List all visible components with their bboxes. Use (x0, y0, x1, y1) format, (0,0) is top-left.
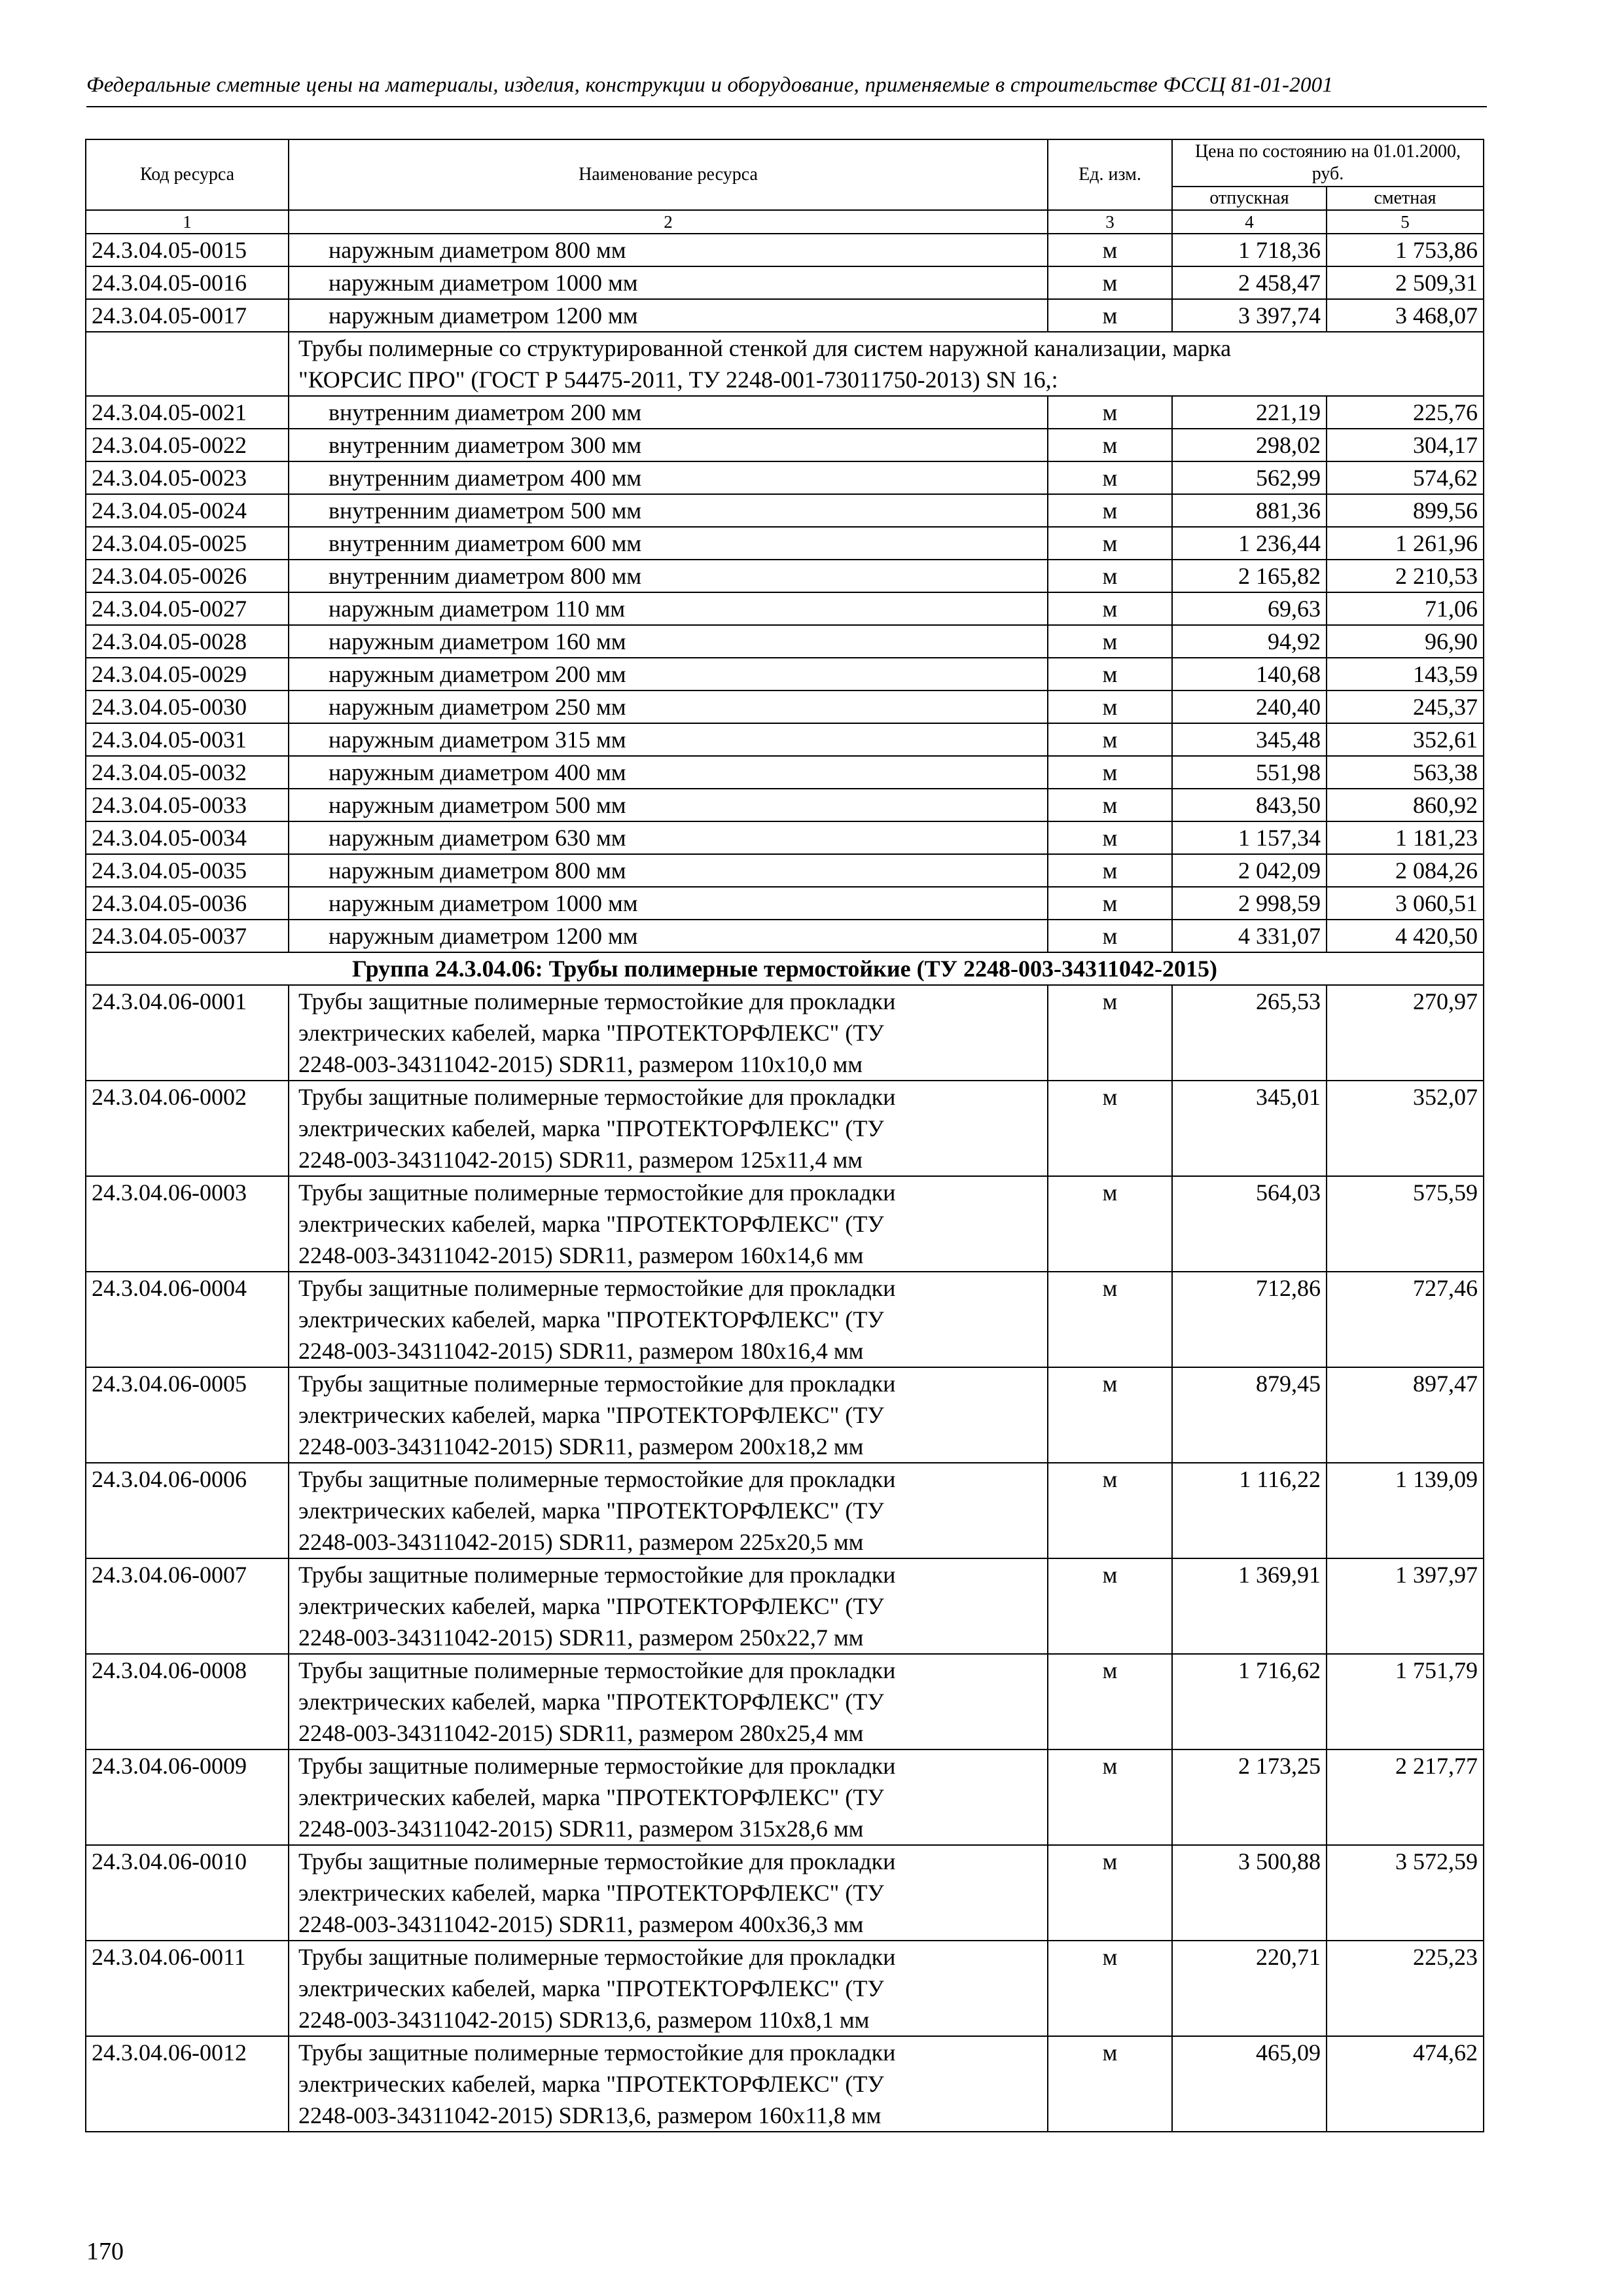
table-row (86, 723, 1484, 756)
table-row (86, 461, 1484, 494)
unit-cell: м (1048, 2036, 1172, 2132)
unit-cell: м (1048, 920, 1172, 952)
column-number: 3 (1048, 210, 1172, 234)
resource-name-line: электрических кабелей, марка "ПРОТЕКТОРФЛЕКС" (ТУ (298, 1593, 884, 1619)
resource-name-line: электрических кабелей, марка "ПРОТЕКТОРФЛЕКС" (ТУ (298, 1402, 884, 1428)
estimate-price: 474,62 (1327, 2036, 1484, 2132)
release-price: 1 236,44 (1172, 527, 1327, 560)
release-price: 298,02 (1172, 429, 1327, 461)
estimate-price: 352,61 (1327, 723, 1484, 756)
table-row (86, 625, 1484, 658)
resource-name-line: электрических кабелей, марка "ПРОТЕКТОРФЛЕКС" (ТУ (298, 1115, 884, 1141)
estimate-price: 563,38 (1327, 756, 1484, 789)
resource-code: 24.3.04.06-0009 (86, 1749, 289, 1845)
resource-code: 24.3.04.06-0010 (86, 1845, 289, 1941)
resource-code: 24.3.04.05-0021 (86, 396, 289, 429)
release-price: 240,40 (1172, 691, 1327, 723)
unit-cell: м (1048, 266, 1172, 299)
resource-name: наружным диаметром 1200 мм (289, 299, 1048, 332)
resource-code: 24.3.04.06-0004 (86, 1272, 289, 1367)
resource-name (289, 1845, 1048, 1941)
resource-code: 24.3.04.05-0017 (86, 299, 289, 332)
unit-cell: м (1048, 756, 1172, 789)
resource-name-line: Трубы защитные полимерные термостойкие для прокладки (298, 1084, 896, 1110)
resource-name (289, 1749, 1048, 1845)
unit-cell: м (1048, 854, 1172, 887)
table-row (86, 756, 1484, 789)
resource-code: 24.3.04.05-0034 (86, 821, 289, 854)
resource-code: 24.3.04.06-0002 (86, 1081, 289, 1176)
resource-name-line: 2248-003-34311042-2015) SDR11, размером 125х11,4 мм (298, 1147, 863, 1173)
release-price: 881,36 (1172, 494, 1327, 527)
table-header (86, 139, 1484, 234)
group-title: Группа 24.3.04.06: Трубы полимерные термостойкие (ТУ 2248-003-34311042-2015) (86, 952, 1484, 985)
header-name: Наименование ресурса (289, 139, 1048, 210)
table-row (86, 854, 1484, 887)
resource-name-line: 2248-003-34311042-2015) SDR11, размером 400х36,3 мм (298, 1911, 864, 1937)
estimate-price: 4 420,50 (1327, 920, 1484, 952)
release-price: 712,86 (1172, 1272, 1327, 1367)
unit-cell: м (1048, 887, 1172, 920)
estimate-price: 3 572,59 (1327, 1845, 1484, 1941)
resource-name: наружным диаметром 1000 мм (289, 266, 1048, 299)
unit-cell: м (1048, 691, 1172, 723)
table-row (86, 658, 1484, 691)
column-number: 2 (289, 210, 1048, 234)
release-price: 551,98 (1172, 756, 1327, 789)
table-row (86, 1272, 1484, 1367)
resource-name-line: 2248-003-34311042-2015) SDR11, размером 180х16,4 мм (298, 1338, 864, 1364)
table-row (86, 1749, 1484, 1845)
table-row (86, 234, 1484, 266)
section-line-1: Трубы полимерные со структурированной стенкой для систем наружной канализации, марка (298, 335, 1232, 361)
table-row (86, 560, 1484, 592)
estimate-price: 897,47 (1327, 1367, 1484, 1463)
resource-name-line: 2248-003-34311042-2015) SDR11, размером 160х14,6 мм (298, 1242, 864, 1268)
resource-code: 24.3.04.05-0037 (86, 920, 289, 952)
release-price: 345,48 (1172, 723, 1327, 756)
resource-code: 24.3.04.06-0006 (86, 1463, 289, 1558)
table-row (86, 1176, 1484, 1272)
estimate-price: 96,90 (1327, 625, 1484, 658)
resource-name (289, 1081, 1048, 1176)
resource-name-line: электрических кабелей, марка "ПРОТЕКТОРФЛЕКС" (ТУ (298, 1880, 884, 1906)
resource-code: 24.3.04.06-0011 (86, 1941, 289, 2036)
estimate-price: 1 139,09 (1327, 1463, 1484, 1558)
resource-name (289, 1654, 1048, 1749)
resource-name: наружным диаметром 800 мм (289, 234, 1048, 266)
estimate-price: 1 751,79 (1327, 1654, 1484, 1749)
unit-cell: м (1048, 299, 1172, 332)
table-row (86, 527, 1484, 560)
resource-name-line: Трубы защитные полимерные термостойкие для прокладки (298, 1275, 896, 1301)
release-price: 1 716,62 (1172, 1654, 1327, 1749)
resource-name-line: Трубы защитные полимерные термостойкие для прокладки (298, 1179, 896, 1206)
estimate-price: 245,37 (1327, 691, 1484, 723)
unit-cell: м (1048, 1749, 1172, 1845)
resource-code: 24.3.04.06-0012 (86, 2036, 289, 2132)
unit-cell: м (1048, 821, 1172, 854)
release-price: 2 042,09 (1172, 854, 1327, 887)
price-table (85, 139, 1484, 2132)
release-price: 2 998,59 (1172, 887, 1327, 920)
estimate-price: 3 468,07 (1327, 299, 1484, 332)
estimate-price: 2 210,53 (1327, 560, 1484, 592)
unit-cell: м (1048, 723, 1172, 756)
header-estimate: сметная (1327, 187, 1484, 210)
table-row (86, 1367, 1484, 1463)
resource-name: наружным диаметром 110 мм (289, 592, 1048, 625)
page-number: 170 (86, 2238, 124, 2265)
estimate-price: 225,76 (1327, 396, 1484, 429)
resource-name: наружным диаметром 400 мм (289, 756, 1048, 789)
release-price: 465,09 (1172, 2036, 1327, 2132)
unit-cell: м (1048, 658, 1172, 691)
table-row (86, 691, 1484, 723)
resource-name-line: Трубы защитные полимерные термостойкие для прокладки (298, 1657, 896, 1683)
release-price: 220,71 (1172, 1941, 1327, 2036)
table-row (86, 985, 1484, 1081)
release-price: 221,19 (1172, 396, 1327, 429)
estimate-price: 143,59 (1327, 658, 1484, 691)
resource-code: 24.3.04.05-0030 (86, 691, 289, 723)
resource-name (289, 985, 1048, 1081)
resource-name-line: Трубы защитные полимерные термостойкие для прокладки (298, 1371, 896, 1397)
estimate-price: 1 181,23 (1327, 821, 1484, 854)
rows-mid (86, 396, 1484, 952)
resource-code: 24.3.04.05-0027 (86, 592, 289, 625)
unit-cell: м (1048, 1463, 1172, 1558)
release-price: 843,50 (1172, 789, 1327, 821)
resource-code: 24.3.04.05-0023 (86, 461, 289, 494)
resource-name-line: Трубы защитные полимерные термостойкие для прокладки (298, 1466, 896, 1492)
resource-name: наружным диаметром 800 мм (289, 854, 1048, 887)
release-price: 4 331,07 (1172, 920, 1327, 952)
resource-name-line: электрических кабелей, марка "ПРОТЕКТОРФЛЕКС" (ТУ (298, 1784, 884, 1810)
resource-code: 24.3.04.06-0003 (86, 1176, 289, 1272)
table-row (86, 1654, 1484, 1749)
running-header: Федеральные сметные цены на материалы, изделия, конструкции и оборудование, применяемые в строительстве ФССЦ 81-01-2001 (86, 73, 1334, 97)
table-row (86, 299, 1484, 332)
resource-code: 24.3.04.05-0016 (86, 266, 289, 299)
resource-name-line: 2248-003-34311042-2015) SDR11, размером 200х18,2 мм (298, 1433, 864, 1460)
resource-name: наружным диаметром 1000 мм (289, 887, 1048, 920)
unit-cell: м (1048, 592, 1172, 625)
resource-name-line: 2248-003-34311042-2015) SDR11, размером 225х20,5 мм (298, 1529, 864, 1555)
column-number: 1 (86, 210, 289, 234)
table-row (86, 2036, 1484, 2132)
estimate-price: 1 261,96 (1327, 527, 1484, 560)
resource-name: наружным диаметром 1200 мм (289, 920, 1048, 952)
column-number: 5 (1327, 210, 1484, 234)
resource-name (289, 1463, 1048, 1558)
resource-code: 24.3.04.05-0028 (86, 625, 289, 658)
estimate-price: 2 509,31 (1327, 266, 1484, 299)
resource-name (289, 1941, 1048, 2036)
release-price: 345,01 (1172, 1081, 1327, 1176)
resource-name-line: электрических кабелей, марка "ПРОТЕКТОРФЛЕКС" (ТУ (298, 1975, 884, 2001)
group-heading (86, 952, 1484, 985)
unit-cell: м (1048, 789, 1172, 821)
rows-top (86, 234, 1484, 332)
resource-code: 24.3.04.05-0026 (86, 560, 289, 592)
table-row (86, 429, 1484, 461)
table-row (86, 1081, 1484, 1176)
estimate-price: 727,46 (1327, 1272, 1484, 1367)
header-price: Цена по состоянию на 01.01.2000, руб. (1172, 139, 1484, 187)
table-row (86, 266, 1484, 299)
resource-name: наружным диаметром 200 мм (289, 658, 1048, 691)
resource-name: наружным диаметром 160 мм (289, 625, 1048, 658)
resource-name-line: 2248-003-34311042-2015) SDR11, размером 110х10,0 мм (298, 1051, 863, 1077)
table-row (86, 1941, 1484, 2036)
header-rule (86, 106, 1487, 107)
resource-name-line: электрических кабелей, марка "ПРОТЕКТОРФЛЕКС" (ТУ (298, 1020, 884, 1046)
header-unit: Ед. изм. (1048, 139, 1172, 210)
unit-cell: м (1048, 1845, 1172, 1941)
resource-code: 24.3.04.06-0001 (86, 985, 289, 1081)
resource-name: внутренним диаметром 200 мм (289, 396, 1048, 429)
resource-code: 24.3.04.05-0031 (86, 723, 289, 756)
rows-group (86, 985, 1484, 2132)
release-price: 562,99 (1172, 461, 1327, 494)
resource-code: 24.3.04.05-0015 (86, 234, 289, 266)
estimate-price: 1 753,86 (1327, 234, 1484, 266)
resource-name-line: 2248-003-34311042-2015) SDR11, размером 280х25,4 мм (298, 1720, 864, 1746)
resource-code: 24.3.04.05-0022 (86, 429, 289, 461)
release-price: 69,63 (1172, 592, 1327, 625)
resource-name-line: электрических кабелей, марка "ПРОТЕКТОРФЛЕКС" (ТУ (298, 2071, 884, 2097)
estimate-price: 2 217,77 (1327, 1749, 1484, 1845)
resource-code: 24.3.04.05-0029 (86, 658, 289, 691)
release-price: 3 500,88 (1172, 1845, 1327, 1941)
resource-code: 24.3.04.06-0007 (86, 1558, 289, 1654)
section-text (289, 332, 1484, 396)
unit-cell: м (1048, 1081, 1172, 1176)
table-row (86, 1463, 1484, 1558)
resource-name: внутренним диаметром 800 мм (289, 560, 1048, 592)
resource-code: 24.3.04.06-0005 (86, 1367, 289, 1463)
resource-code: 24.3.04.05-0032 (86, 756, 289, 789)
table-row (86, 789, 1484, 821)
header-release: отпускная (1172, 187, 1327, 210)
resource-name: внутренним диаметром 500 мм (289, 494, 1048, 527)
unit-cell: м (1048, 527, 1172, 560)
estimate-price: 574,62 (1327, 461, 1484, 494)
estimate-price: 1 397,97 (1327, 1558, 1484, 1654)
unit-cell: м (1048, 396, 1172, 429)
release-price: 1 718,36 (1172, 234, 1327, 266)
column-number: 4 (1172, 210, 1327, 234)
resource-name-line: электрических кабелей, марка "ПРОТЕКТОРФЛЕКС" (ТУ (298, 1211, 884, 1237)
resource-name: наружным диаметром 630 мм (289, 821, 1048, 854)
estimate-price: 3 060,51 (1327, 887, 1484, 920)
release-price: 564,03 (1172, 1176, 1327, 1272)
resource-name (289, 2036, 1048, 2132)
resource-name (289, 1367, 1048, 1463)
estimate-price: 860,92 (1327, 789, 1484, 821)
unit-cell: м (1048, 234, 1172, 266)
unit-cell: м (1048, 429, 1172, 461)
resource-name: внутренним диаметром 400 мм (289, 461, 1048, 494)
estimate-price: 304,17 (1327, 429, 1484, 461)
resource-name (289, 1176, 1048, 1272)
resource-code: 24.3.04.05-0024 (86, 494, 289, 527)
resource-name-line: электрических кабелей, марка "ПРОТЕКТОРФЛЕКС" (ТУ (298, 1498, 884, 1524)
release-price: 879,45 (1172, 1367, 1327, 1463)
release-price: 2 173,25 (1172, 1749, 1327, 1845)
estimate-price: 225,23 (1327, 1941, 1484, 2036)
resource-name (289, 1272, 1048, 1367)
unit-cell: м (1048, 494, 1172, 527)
release-price: 1 157,34 (1172, 821, 1327, 854)
resource-name-line: Трубы защитные полимерные термостойкие для прокладки (298, 1848, 896, 1874)
resource-name: внутренним диаметром 600 мм (289, 527, 1048, 560)
estimate-price: 2 084,26 (1327, 854, 1484, 887)
release-price: 1 116,22 (1172, 1463, 1327, 1558)
resource-name: наружным диаметром 315 мм (289, 723, 1048, 756)
unit-cell: м (1048, 1654, 1172, 1749)
resource-name-line: Трубы защитные полимерные термостойкие для прокладки (298, 1753, 896, 1779)
section-code-cell (86, 332, 289, 396)
resource-name-line: 2248-003-34311042-2015) SDR13,6, размером 110х8,1 мм (298, 2007, 870, 2033)
resource-name: наружным диаметром 500 мм (289, 789, 1048, 821)
release-price: 2 165,82 (1172, 560, 1327, 592)
resource-name: наружным диаметром 250 мм (289, 691, 1048, 723)
unit-cell: м (1048, 560, 1172, 592)
resource-name (289, 1558, 1048, 1654)
resource-name-line: Трубы защитные полимерные термостойкие для прокладки (298, 1944, 896, 1970)
unit-cell: м (1048, 985, 1172, 1081)
unit-cell: м (1048, 1176, 1172, 1272)
estimate-price: 575,59 (1327, 1176, 1484, 1272)
table-row (86, 821, 1484, 854)
section-heading (86, 332, 1484, 396)
release-price: 140,68 (1172, 658, 1327, 691)
table-row (86, 1558, 1484, 1654)
release-price: 3 397,74 (1172, 299, 1327, 332)
resource-name-line: электрических кабелей, марка "ПРОТЕКТОРФЛЕКС" (ТУ (298, 1689, 884, 1715)
release-price: 2 458,47 (1172, 266, 1327, 299)
table-row (86, 920, 1484, 952)
resource-code: 24.3.04.05-0033 (86, 789, 289, 821)
release-price: 1 369,91 (1172, 1558, 1327, 1654)
resource-name-line: 2248-003-34311042-2015) SDR11, размером 315х28,6 мм (298, 1816, 864, 1842)
resource-name-line: 2248-003-34311042-2015) SDR11, размером 250х22,7 мм (298, 1624, 864, 1651)
release-price: 265,53 (1172, 985, 1327, 1081)
table-row (86, 494, 1484, 527)
unit-cell: м (1048, 1558, 1172, 1654)
resource-name-line: электрических кабелей, марка "ПРОТЕКТОРФЛЕКС" (ТУ (298, 1306, 884, 1333)
unit-cell: м (1048, 625, 1172, 658)
estimate-price: 71,06 (1327, 592, 1484, 625)
resource-code: 24.3.04.05-0035 (86, 854, 289, 887)
unit-cell: м (1048, 1367, 1172, 1463)
resource-name-line: Трубы защитные полимерные термостойкие для прокладки (298, 2039, 896, 2066)
table-row (86, 887, 1484, 920)
resource-name-line: Трубы защитные полимерные термостойкие для прокладки (298, 1562, 896, 1588)
table-row (86, 1845, 1484, 1941)
resource-code: 24.3.04.05-0036 (86, 887, 289, 920)
table-row (86, 592, 1484, 625)
resource-code: 24.3.04.05-0025 (86, 527, 289, 560)
release-price: 94,92 (1172, 625, 1327, 658)
estimate-price: 352,07 (1327, 1081, 1484, 1176)
resource-name-line: Трубы защитные полимерные термостойкие для прокладки (298, 988, 896, 1014)
estimate-price: 899,56 (1327, 494, 1484, 527)
estimate-price: 270,97 (1327, 985, 1484, 1081)
resource-code: 24.3.04.06-0008 (86, 1654, 289, 1749)
header-code: Код ресурса (86, 139, 289, 210)
section-line-2: "КОРСИС ПРО" (ГОСТ Р 54475-2011, ТУ 2248-001-73011750-2013) SN 16,: (298, 367, 1058, 393)
table-row (86, 396, 1484, 429)
unit-cell: м (1048, 461, 1172, 494)
unit-cell: м (1048, 1272, 1172, 1367)
unit-cell: м (1048, 1941, 1172, 2036)
resource-name: внутренним диаметром 300 мм (289, 429, 1048, 461)
resource-name-line: 2248-003-34311042-2015) SDR13,6, размером 160х11,8 мм (298, 2102, 882, 2128)
